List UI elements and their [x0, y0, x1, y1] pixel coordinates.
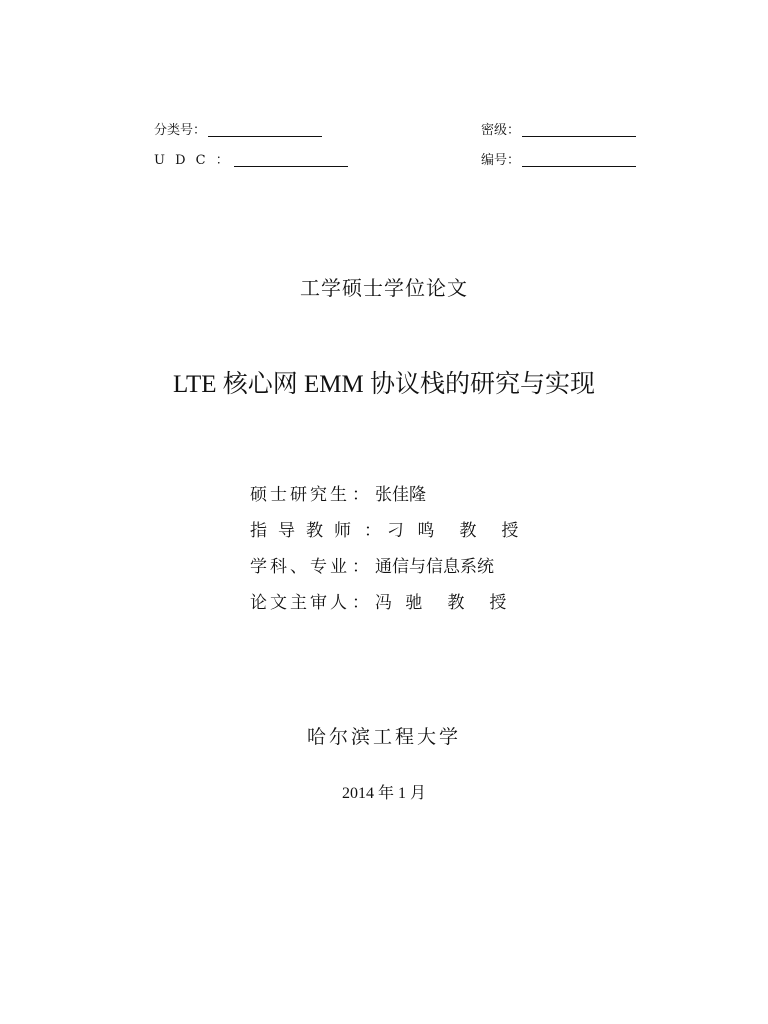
submission-date: 2014 年 1 月: [341, 785, 426, 802]
info-colon: ：: [352, 557, 369, 577]
info-colon: ：: [352, 485, 369, 505]
serial-number-label: 编号：: [481, 153, 521, 168]
info-label: 硕士研究生: [250, 485, 350, 505]
info-label: 学科、专业: [250, 557, 350, 577]
info-value: 通信与信息系统: [375, 557, 494, 577]
secret-level-label: 密级：: [481, 123, 521, 138]
classification-label: 分类号：: [154, 123, 207, 138]
info-value: 冯 驰 教 授: [375, 593, 511, 613]
thesis-info-block: [250, 480, 522, 624]
info-colon: ：: [352, 593, 369, 613]
secret-level-field: [481, 123, 636, 139]
thesis-title: LTE 核心网 EMM 协议栈的研究与实现: [173, 371, 595, 398]
serial-number-field: [481, 153, 636, 169]
degree-type: 工学硕士学位论文: [300, 276, 468, 300]
info-row-advisor: [250, 516, 522, 552]
info-colon: ：: [364, 521, 381, 541]
info-label: 指导教师: [250, 521, 362, 541]
secret-level-blank-line: [522, 135, 636, 137]
university-name: 哈尔滨工程大学: [306, 726, 461, 748]
info-value: 刁 鸣 教 授: [387, 521, 523, 541]
info-row-reviewer: [250, 588, 522, 624]
info-value: 张佳隆: [375, 485, 426, 505]
info-row-student: [250, 480, 522, 516]
udc-label: U D C ：: [154, 153, 232, 168]
info-row-major: [250, 552, 522, 588]
udc-blank-line: [234, 165, 348, 167]
serial-number-blank-line: [522, 165, 636, 167]
udc-field: [154, 153, 348, 169]
info-label: 论文主审人: [250, 593, 350, 613]
classification-field: [154, 123, 322, 139]
classification-blank-line: [208, 135, 322, 137]
